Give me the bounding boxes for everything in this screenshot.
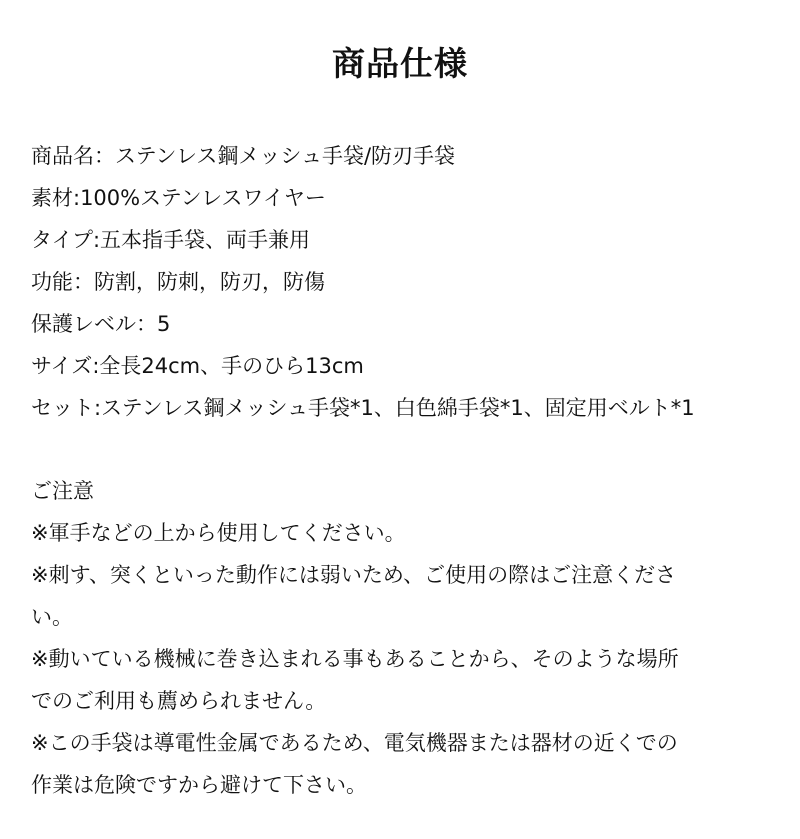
caution-line: ※軍手などの上から使用してください。 — [31, 521, 406, 545]
caution-line: でのご利用も薦められません。 — [31, 689, 327, 713]
page-title: 商品仕様 — [332, 44, 468, 83]
spec-line-type: タイプ:五本指手袋、両手兼用 — [31, 228, 311, 252]
spec-line-size: サイズ:全長24cm、手のひら13cm — [31, 354, 364, 378]
caution-line: ※刺す、突くといった動作には弱いため、ご使用の際はご注意くださ — [31, 563, 677, 587]
caution-line: ※動いている機械に巻き込まれる事もあることから、そのような場所 — [31, 647, 679, 671]
caution-line: ※この手袋は導電性金属であるため、電気機器または器材の近くでの — [31, 731, 678, 755]
caution-heading: ご注意 — [31, 479, 94, 503]
spec-list — [31, 135, 791, 429]
spec-line-protection-level: 保護レベル：5 — [31, 312, 171, 336]
caution-line: 作業は危険ですから避けて下さい。 — [31, 773, 367, 797]
caution-line: い。 — [31, 605, 73, 629]
spec-line-function: 功能：防割，防刺，防刃，防傷 — [31, 270, 325, 294]
spec-line-material: 素材:100%ステンレスワイヤー — [31, 186, 326, 210]
caution-section — [31, 470, 776, 806]
spec-line-product-name: 商品名：ステンレス鋼メッシュ手袋/防刃手袋 — [31, 144, 456, 168]
spec-line-set: セット:ステンレス鋼メッシュ手袋*1、白色綿手袋*1、固定用ベルト*1 — [31, 396, 695, 420]
